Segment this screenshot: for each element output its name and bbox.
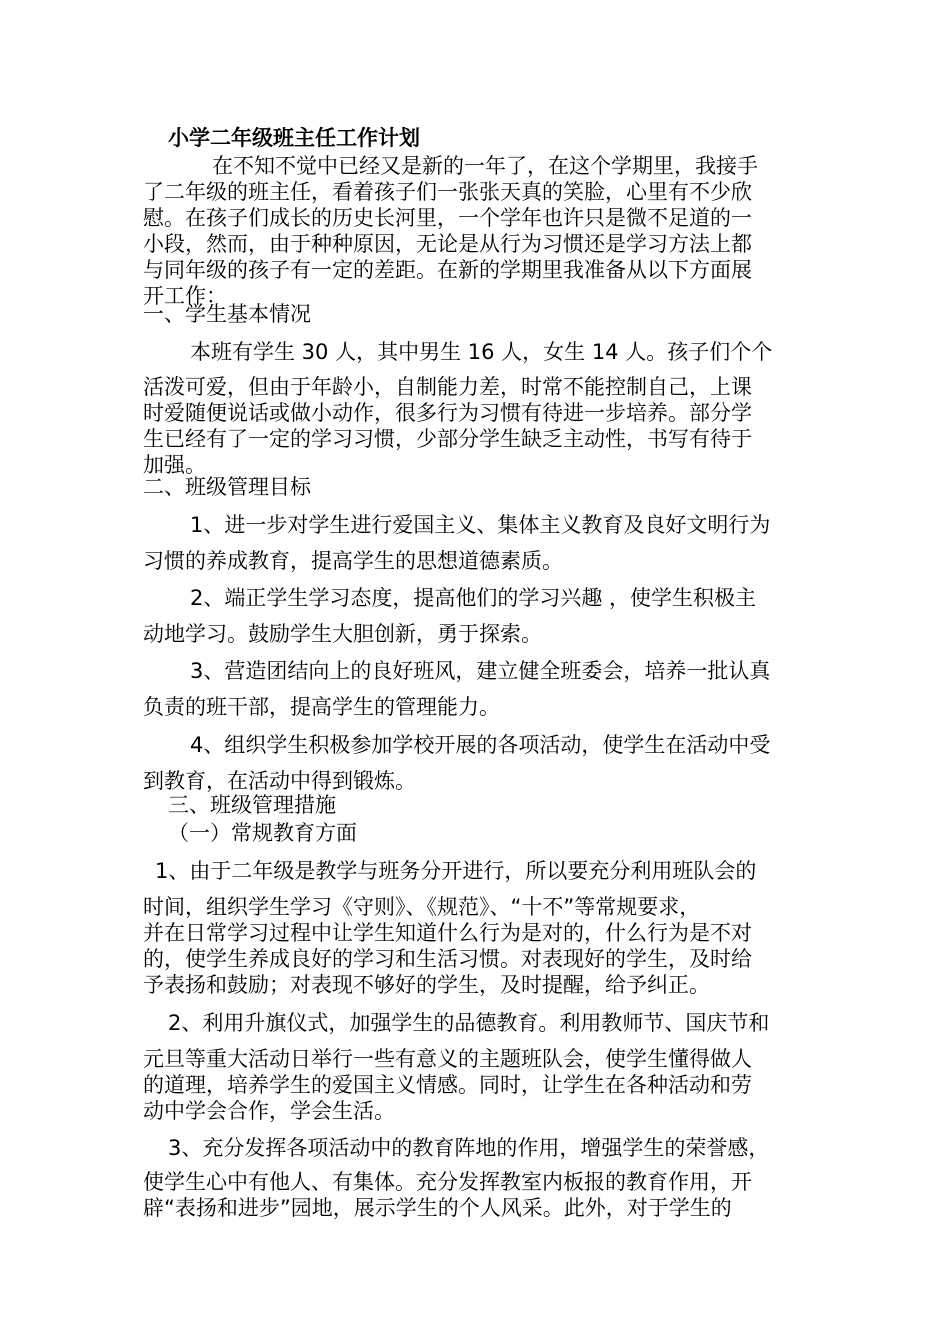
subsection-heading: （一）常规教育方面 (168, 821, 357, 845)
intro-line: 了二年级的班主任，看着孩子们一张张天真的笑脸，心里有不少欣 (143, 180, 752, 204)
document-title: 小学二年级班主任工作计划 (168, 126, 420, 150)
measure-line: 1、由于二年级是教学与班务分开进行，所以要充分利用班队会的 (155, 859, 757, 883)
section-paragraph-line: 加强。 (143, 453, 206, 477)
section-heading: 三、班级管理措施 (168, 793, 336, 817)
goal-line: 动地学习。鼓励学生大胆创新，勇于探索。 (143, 622, 542, 646)
goal-line: 4、组织学生积极参加学校开展的各项活动，使学生在活动中受 (190, 733, 771, 757)
goal-line: 2、端正学生学习态度，提高他们的学习兴趣 ，使学生积极主 (190, 586, 757, 610)
measure-line: 元旦等重大活动日举行一些有意义的主题班队会，使学生懂得做人 (143, 1047, 752, 1071)
goal-line: 习惯的养成教育，提高学生的思想道德素质。 (143, 549, 563, 573)
section-paragraph-line: 活泼可爱，但由于年龄小，自制能力差，时常不能控制自己，上课 (143, 375, 752, 399)
intro-line: 开工作： (143, 284, 227, 308)
measure-line: 时间，组织学生学习《守则》、《规范》、“十不”等常规要求， (143, 895, 701, 919)
measure-line: 的，使学生养成良好的学习和生活习惯。对表现好的学生，及时给 (143, 947, 752, 971)
goal-line: 1、进一步对学生进行爱国主义、集体主义教育及良好文明行为 (190, 513, 771, 537)
measure-line: 予表扬和鼓励；对表现不够好的学生，及时提醒，给予纠正。 (143, 973, 710, 997)
intro-line: 与同年级的孩子有一定的差距。在新的学期里我准备从以下方面展 (143, 258, 752, 282)
measure-line: 使学生心中有他人、有集体。充分发挥教室内板报的教育作用，开 (143, 1170, 752, 1194)
section-paragraph-line: 本班有学生 30 人，其中男生 16 人，女生 14 人。孩子们个个 (190, 340, 773, 364)
measure-line: 2、利用升旗仪式，加强学生的品德教育。利用教师节、国庆节和 (168, 1011, 770, 1035)
section-paragraph-line: 生已经有了一定的学习习惯，少部分学生缺乏主动性，书写有待于 (143, 427, 752, 451)
section-heading: 二、班级管理目标 (143, 475, 311, 499)
intro-line: 慰。在孩子们成长的历史长河里，一个学年也许只是微不足道的一 (143, 206, 752, 230)
intro-line: 在不知不觉中已经又是新的一年了，在这个学期里，我接手 (212, 154, 758, 178)
measure-line: 辟“表扬和进步”园地，展示学生的个人风采。此外，对于学生的 (143, 1196, 732, 1220)
measure-line: 并在日常学习过程中让学生知道什么行为是对的，什么行为是不对 (143, 921, 752, 945)
measure-line: 3、充分发挥各项活动中的教育阵地的作用，增强学生的荣誉感， (168, 1136, 770, 1160)
measure-line: 的道理，培养学生的爱国主义情感。同时，让学生在各种活动和劳 (143, 1073, 752, 1097)
intro-line: 小段，然而，由于种种原因，无论是从行为习惯还是学习方法上都 (143, 232, 752, 256)
goal-line: 到教育，在活动中得到锻炼。 (143, 769, 416, 793)
goal-line: 3、营造团结向上的良好班风，建立健全班委会，培养一批认真 (190, 659, 771, 683)
measure-line: 动中学会合作，学会生活。 (143, 1099, 395, 1123)
section-paragraph-line: 时爱随便说话或做小动作，很多行为习惯有待进一步培养。部分学 (143, 401, 752, 425)
goal-line: 负责的班干部，提高学生的管理能力。 (143, 695, 500, 719)
section-heading: 一、学生基本情况 (143, 302, 311, 326)
